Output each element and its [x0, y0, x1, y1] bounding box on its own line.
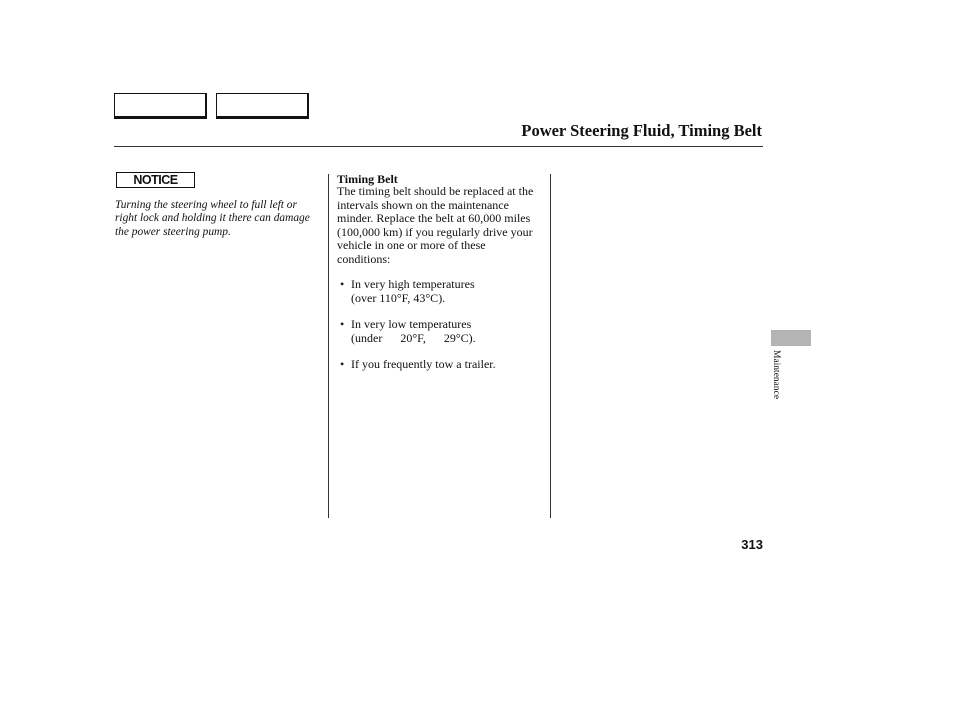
section-tab-label: Maintenance — [771, 350, 781, 400]
column-divider-left — [328, 174, 329, 518]
page-title: Power Steering Fluid, Timing Belt — [521, 121, 762, 140]
list-item-line: In very high temperatures — [351, 277, 475, 291]
list-item — [340, 318, 545, 345]
condition-list — [340, 278, 545, 385]
notice-badge — [116, 172, 195, 188]
section-heading: Timing Belt — [337, 172, 398, 186]
list-item-line: (under 20°F, 29°C). — [351, 330, 476, 345]
page-number: 313 — [741, 537, 763, 552]
list-item-line: In very low temperatures — [351, 317, 472, 331]
list-item — [340, 278, 545, 305]
notice-text: Turning the steering wheel to full left or right lock and holding it there can damage the power steering pump. — [115, 199, 310, 238]
list-item — [340, 358, 545, 372]
notice-label: NOTICE — [133, 172, 178, 187]
header-divider — [114, 146, 763, 147]
section-body: The timing belt should be replaced at the intervals shown on the maintenance minder. Replace the belt at 60,000 miles (100,000 km) if you regularly drive your vehicle in one or more of these conditions: — [337, 184, 534, 266]
bullet-icon: • — [340, 317, 345, 331]
column-divider-right — [550, 174, 551, 518]
list-item-line: (over 110°F, 43°C). — [351, 290, 446, 305]
bullet-icon: • — [340, 277, 345, 291]
list-item-line: If you frequently tow a trailer. — [351, 357, 496, 371]
bullet-icon: • — [340, 357, 345, 371]
previous-page-button[interactable] — [114, 93, 207, 119]
next-page-button[interactable] — [216, 93, 309, 119]
section-tab[interactable] — [771, 330, 811, 346]
